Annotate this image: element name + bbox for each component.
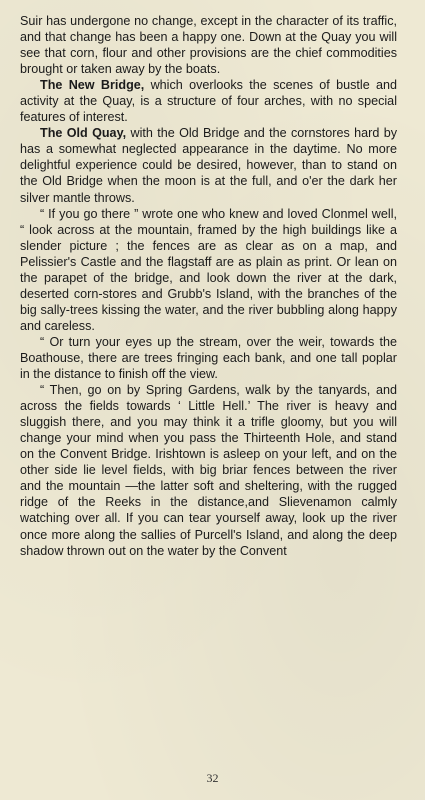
paragraph-old-quay	[20, 125, 397, 205]
page-number: 32	[206, 771, 219, 785]
paragraph-text: with the Old Bridge and the cornstores hard by has a somewhat neglected appearance in the daytime. No more delightful experience could be desired, however, than to stand on the Old Bridge when the moon is at the full, and o'er the dark her silver mantle throws.	[20, 126, 397, 205]
paragraph-heading-old-quay: The Old Quay,	[40, 126, 127, 141]
paragraph-text: “ If you go there ” wrote one who knew and loved Clonmel well, “ look across at the mountain, framed by the high buildings like a slender picture ; the fences are as clear as on a map, and Pelissier's Castle and the flagstaff are as plain as print. Or lean on the parapet of the bridge, and look down the river at the dark, deserted corn-stores and Grubb's Island, with the branches of the big sally-trees kissing the water, and the river bubbling along happy and careless.	[20, 206, 397, 333]
paragraph-heading-new-bridge: The New Bridge,	[40, 78, 145, 93]
paragraph-quote-mountain	[20, 206, 397, 334]
paragraph-quote-spring-gardens	[20, 382, 397, 559]
paragraph-text: which overlooks the scenes of bustle and activity at the Quay, is a structure of four arches, with no special features of interest.	[20, 78, 398, 125]
paragraph-text: “ Then, go on by Spring Gardens, walk by the tanyards, and across the fields towards ‘ Little Hell.’ The river is heavy and sluggish there, and you may think it a trifle gloomy, but you will change your mind when you pass the Thirteenth Hole, and stand on the Convent Bridge. Irishtown is asleep on your left, and on the other side lie level fields, with big briar fences between the river and the mountain —the latter soft and sheltering, with the rugged ridge of the Reeks in the distance,and Slievenamon calmly watching over all. If you can tear yourself away, look up the river once more along the sallies of Purcell's Island, and along the deep shadow thrown out on the water by the Convent	[20, 383, 397, 558]
paragraph-text: Suir has undergone no change, except in the character of its traffic, and that change has been a happy one. Down at the Quay you will see that corn, flour and other provisions are the chief commodities brought or taken away by the boats.	[20, 14, 397, 77]
paragraph-quote-stream	[20, 334, 397, 382]
paragraph-new-bridge	[20, 77, 397, 125]
paragraph-suir-traffic	[20, 13, 397, 77]
paragraph-text: “ Or turn your eyes up the stream, over the weir, towards the Boathouse, there are trees fringing each bank, and one tall poplar in the distance to finish off the view.	[20, 334, 397, 382]
